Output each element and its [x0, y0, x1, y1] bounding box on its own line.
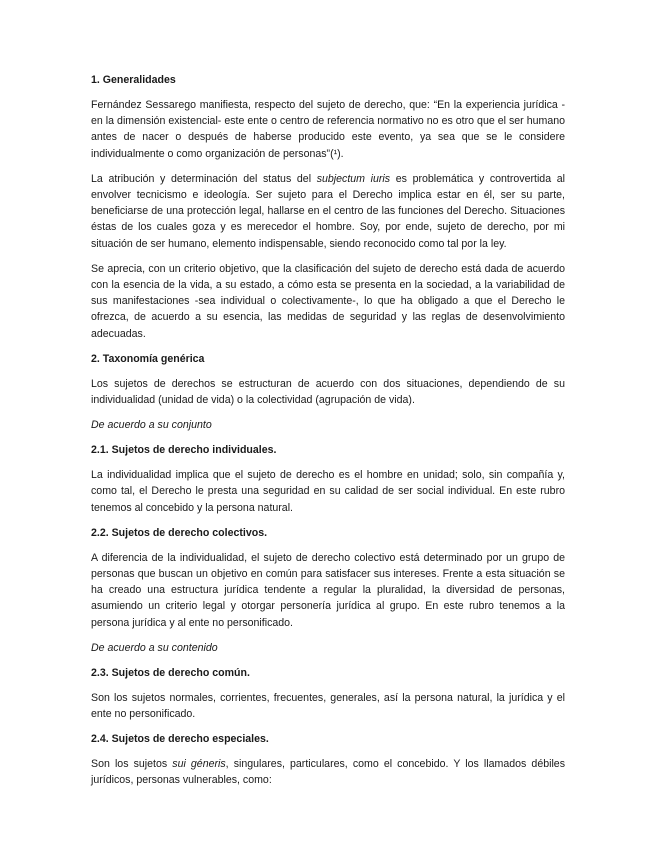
- heading-especiales: 2.4. Sujetos de derecho especiales.: [91, 733, 269, 746]
- paragraph-taxonomia: Los sujetos de derechos se estructuran de acuerdo con dos situaciones, dependiendo de su individualidad (unidad de vida) o la colectividad (agrupación de vida).: [91, 377, 565, 407]
- text-fragment: Son los sujetos: [91, 758, 173, 771]
- paragraph-sessarego-quote: [91, 97, 565, 162]
- text-fragment: La atribución y determinación del status del: [91, 172, 317, 185]
- paragraph-subjectum-iuris: [91, 171, 565, 252]
- subtitle-contenido: De acuerdo a su contenido: [91, 641, 218, 654]
- term-subjectum-iuris: subjectum iuris: [316, 172, 391, 185]
- text-fragment: , singulares, particulares, como el concebido. Y los llamados débiles jurídicos, personas vulnerables, como:: [91, 758, 566, 787]
- text-fragment: es problemática y controvertida al envolver tecnicismo e ideología. Ser sujeto para el Derecho implica estar en él, ser su parte, beneficiarse de una protección legal, hallarse en el centro de las funciones del Derecho. Situaciones éstas de los cuales goza y es merecedor el hombre. Soy, por ende, sujeto de derecho, por mi situación de ser humano, elemento indispensable, siendo reconocido como tal por la ley.: [91, 172, 565, 250]
- quote-text: Fernández Sessarego manifiesta, respecto del sujeto de derecho, que: “En la experiencia jurídica - en la dimensión existencial- este ente o centro de referencia normativo no es otro que el ser humano antes de nacer o después de haberse producido este evento, ya sea que se le considere individualmente o como organización de personas”(: [91, 99, 565, 160]
- quote-end: ).: [337, 147, 344, 160]
- heading-generalidades: 1. Generalidades: [91, 74, 176, 86]
- paragraph-individuales: La individualidad implica que el sujeto de derecho es el hombre en unidad; solo, sin compañía y, como tal, el Derecho le presta una seguridad en su calidad de ser social individual. En este rubro tenemos al concebido y la persona natural.: [91, 469, 565, 514]
- paragraph-especiales: [91, 756, 565, 788]
- term-sui-generis: sui géneris: [172, 758, 226, 771]
- document-page: [91, 72, 565, 798]
- footnote-reference[interactable]: ¹: [333, 147, 338, 160]
- paragraph-comun: Son los sujetos normales, corrientes, frecuentes, generales, así la persona natural, la jurídica y el ente no personificado.: [91, 691, 565, 721]
- heading-taxonomia: 2. Taxonomía genérica: [91, 352, 205, 365]
- subtitle-conjunto: De acuerdo a su conjunto: [91, 419, 212, 432]
- paragraph-clasificacion: Se aprecia, con un criterio objetivo, que la clasificación del sujeto de derecho está dada de acuerdo con la esencia de la vida, a su estado, a cómo esta se presenta en la sociedad, a la variabilidad de sus manifestaciones -sea individual o colectivamente-, lo que ha obligado a que el Derecho le ofrezca, de acuerdo a su esencia, las medidas de seguridad y las reglas de desenvolvimiento adecuadas.: [91, 262, 565, 340]
- heading-individuales: 2.1. Sujetos de derecho individuales.: [91, 444, 277, 457]
- paragraph-colectivos: A diferencia de la individualidad, el sujeto de derecho colectivo está determinado por un grupo de personas que buscan un objetivo en común para satisfacer sus intereses. Frente a esta situación se ha creado una estructura jurídica tendente a regular la pluralidad, la diversidad de personas, asumiendo un criterio legal y otorgar personería jurídica al grupo. En este rubro tenemos a la persona jurídica y al ente no personificado.: [91, 551, 565, 629]
- heading-comun: 2.3. Sujetos de derecho común.: [91, 666, 250, 679]
- heading-colectivos: 2.2. Sujetos de derecho colectivos.: [91, 526, 268, 539]
